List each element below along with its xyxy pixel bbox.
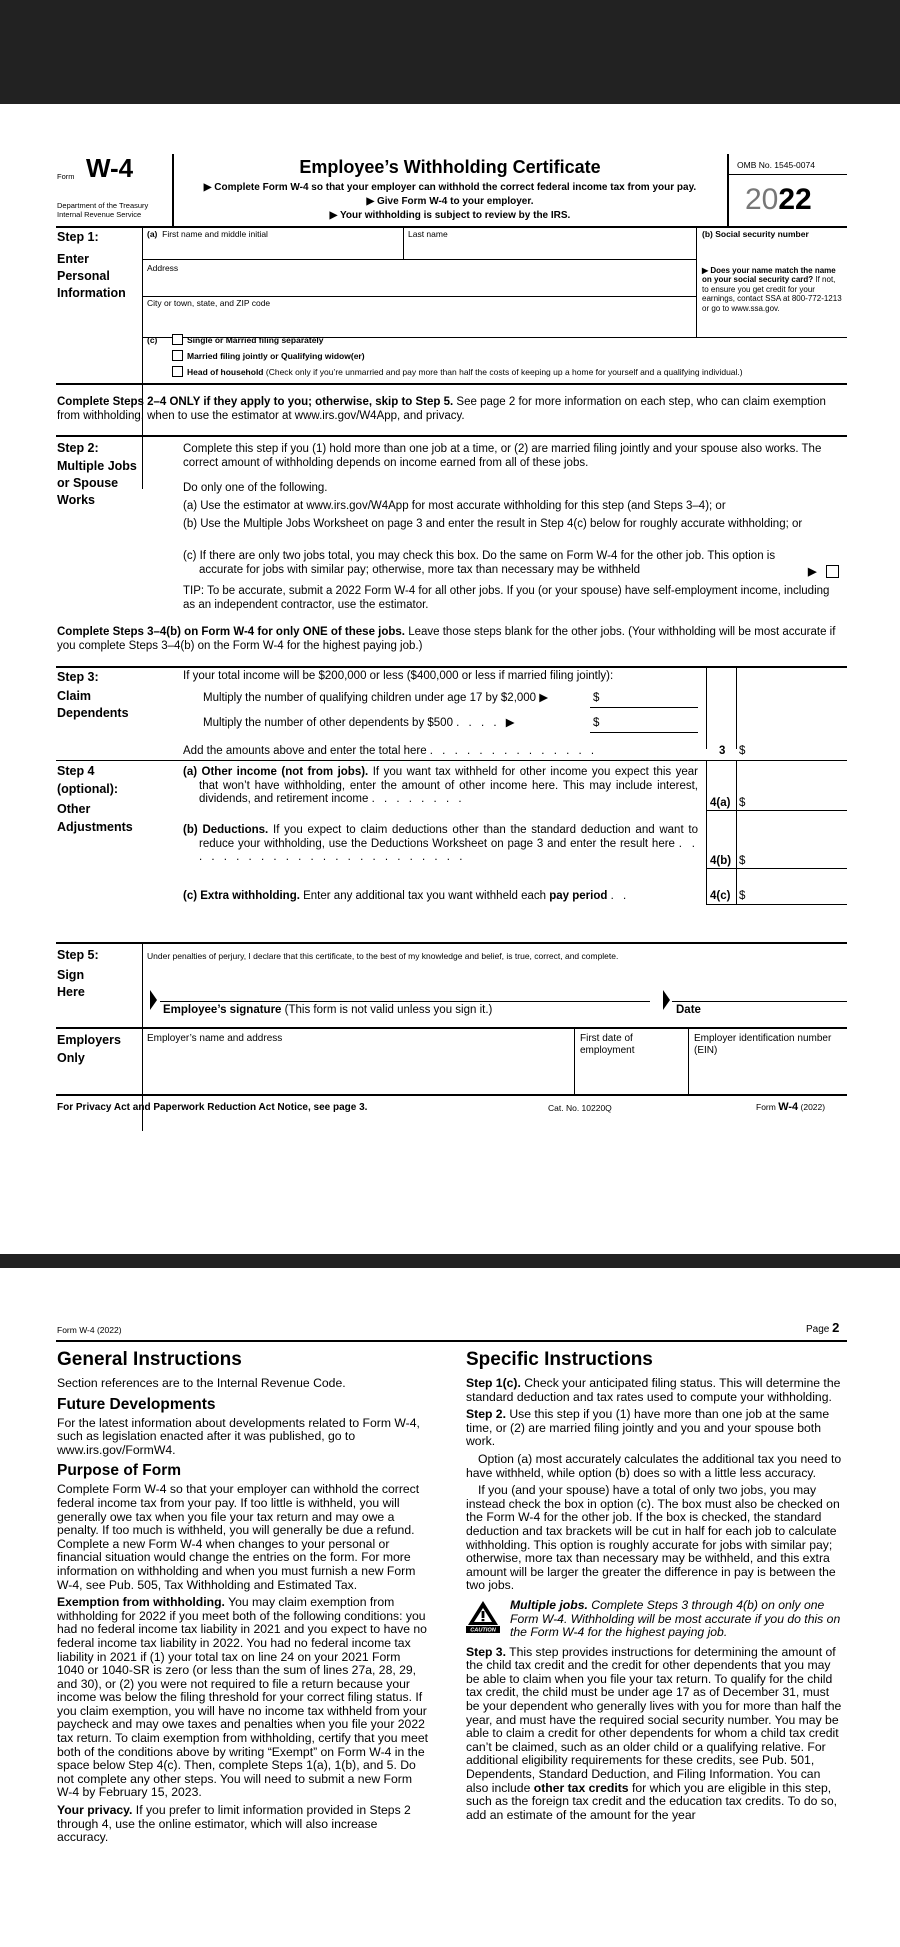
step2-option-b: (b) Use the Multiple Jobs Worksheet on page 3 and enter the result in Step 4(c) below for roughly accurate withholding; or [183,518,803,530]
step1-title-1: Enter [57,252,89,266]
checkbox-two-jobs[interactable] [826,565,839,578]
form-name: W-4 [86,153,134,183]
step5-title-1: Sign [57,968,85,982]
page2-header-page: Page 2 [806,1320,840,1335]
step2-arrow: ▶ [808,566,817,578]
catalog-number: Cat. No. 10220Q [548,1103,612,1113]
step2-intro: Complete this step if you (1) hold more than one job at a time, or (2) are married filing jointly and your spouse also works. The correct amount of withholding depends on income earned from all of these jobs. [183,443,822,469]
filing-status-married[interactable]: Married filing jointly or Qualifying widow(er) [172,350,365,361]
omb-number: OMB No. 1545-0074 [737,160,815,170]
children-amount-input[interactable] [590,707,698,708]
step2-options-text: Option (a) most accurately calculates the additional tax you need to have withheld, while option (b) does so with a little less accuracy. [466,1451,842,1480]
privacy-text: Your privacy. If you prefer to limit information provided in Steps 2 through 4, use the online estimator, which will also increase accuracy. [57,1803,411,1845]
step2-option-a: (a) Use the estimator at www.irs.gov/W4App for most accurate withholding for this step (and Steps 3–4); or [183,500,726,512]
dept-text: Department of the Treasury [57,201,149,210]
step3-label: Step 3: [57,670,99,684]
caution-icon [466,1599,500,1633]
step2-two-jobs-text: If you (and your spouse) have a total of only two jobs, you may instead check the box in option (c). The box must also be checked on the Form W-4 for the other job. If the box is checked, the standard deduction and tax brackets will be cut in half for each job to calculate withholding. This option is roughly accurate for jobs with similar pay; otherwise, more tax than necessary may be withheld, and this extra amount will be larger the greater the difference in pay is between the two jobs. [466,1483,840,1593]
line-3-dollar[interactable]: $ [739,745,746,757]
line-4a-dollar[interactable]: $ [739,797,746,809]
last-name-field[interactable]: Last name [408,229,448,239]
other-dollar: $ [593,717,600,729]
filing-status-hoh[interactable]: Head of household (Check only if you’re unmarried and pay more than half the costs of keeping up a home for yourself and a qualifying individual.) [172,366,743,377]
privacy-notice: For Privacy Act and Paperwork Reduction Act Notice, see page 3. [57,1102,368,1113]
other-amount-input[interactable] [590,732,698,733]
step2-title-1: Multiple Jobs [57,459,137,473]
multiple-jobs-caution: CAUTION Multiple jobs. Complete Steps 3 through 4(b) on only one Form W-4. Withholding will be most accurate if you do this on the Form W-4 for the highest paying job. [466,1599,846,1640]
ein-field[interactable]: Employer identification number (EIN) [694,1033,832,1056]
step3-title-1: Claim [57,689,92,703]
children-dollar: $ [593,692,600,704]
form-page-1 [0,104,900,1254]
step1-title-2: Personal [57,269,110,283]
employers-title-2: Only [57,1051,85,1065]
step2-tip: TIP: To be accurate, submit a 2022 Form W-4 for all other jobs. If you (or your spouse) have self-employment income, including as an independent contractor, use the estimator. [183,585,830,611]
ssn-note: ▶ Does your name match the name on your social security card? If not, to ensure you get credit for your earnings, contact SSA at 800-772-1213 or go to www.ssa.gov. [702,266,842,313]
filing-status-tag: (c) [147,335,158,345]
line-3-number: 3 [719,745,726,757]
perjury-statement: Under penalties of perjury, I declare that this certificate, to the best of my knowledge and belief, is true, correct, and complete. [147,951,619,961]
purpose-text: Complete Form W-4 so that your employer can withhold the correct federal income tax from your pay. If too little is withheld, you will generally owe tax when you file your tax return and may owe a penalty. If too much is withheld, you will generally be due a refund. Complete a new Form W-4 when changes to your personal or financial situation would change the entries on the form. For more information on withholding and when you must furnish a new Form W-4, see Pub. 505, Tax Withholding and Estimated Tax. [57,1482,420,1592]
date-arrow-icon [663,990,670,1010]
step4-title-2: Other [57,802,91,816]
step4-label: Step 4 [57,764,95,778]
line-4b-dollar[interactable]: $ [739,855,746,867]
date-label: Date [676,1004,701,1016]
page2-header-form: Form W-4 (2022) [57,1325,122,1335]
step4b-text: (b) Deductions. If you expect to claim deductions other than the standard deduction and want to reduce your withholding, use the Deductions Worksheet on page 3 and enter the result here . . . . . . . . . . . . . . . . . . . . . . . . [183,824,698,863]
step4c-text: (c) Extra withholding. Enter any additional tax you want withheld each pay period . . [183,890,630,902]
subtitle-1: ▶ Complete Form W-4 so that your employer can withhold the correct federal income tax from your pay. [203,182,697,193]
subtitle-2: ▶ Give Form W-4 to your employer. [366,196,534,207]
checkbox-single[interactable] [172,334,183,345]
step2-label: Step 2: [57,441,99,455]
signature-label: Employee’s signature (This form is not valid unless you sign it.) [163,1004,493,1016]
signature-line[interactable] [160,1001,650,1002]
step1c-instructions: Step 1(c). Check your anticipated filing status. This will determine the standard deduction and tax rates used to compute your withholding. [466,1376,841,1404]
line-4a-number: 4(a) [710,797,731,809]
form-title: Employee’s Withholding Certificate [299,157,601,177]
step4-title-3: Adjustments [57,820,133,834]
date-line[interactable] [672,1001,847,1002]
step2-option-c: (c) If there are only two jobs total, you may check this box. Do the same on Form W-4 for the other job. This option is accurate for jobs with similar pay; otherwise, more tax than necessary may be withheld [183,550,776,576]
step2-do-only: Do only one of the following. [183,482,328,494]
step3-line-children: Multiply the number of qualifying children under age 17 by $2,000 ▶ [203,692,549,704]
first-date-field[interactable]: First date of employment [580,1033,635,1056]
step2-instructions: Step 2. Use this step if you (1) have more than one job at the same time, or (2) are married filing jointly and you and your spouse both work. [466,1407,830,1449]
line-4c-dollar[interactable]: $ [739,890,746,902]
line-4c-number: 4(c) [710,890,731,902]
step2-title-3: Works [57,493,95,507]
steps-2-4-note: Complete Steps 2–4 ONLY if they apply to you; otherwise, skip to Step 5. See page 2 for more information on each step, who can claim exemption from withholding, when to use the estimator at www.irs.gov/W4App, and privacy. [57,396,826,422]
step3-title-2: Dependents [57,706,129,720]
first-name-field[interactable]: (a) First name and middle initial [147,229,268,239]
employer-name-field[interactable]: Employer’s name and address [147,1033,283,1044]
irs-text: Internal Revenue Service [57,210,142,219]
future-developments-title: Future Developments [57,1395,216,1413]
purpose-title: Purpose of Form [57,1462,182,1480]
step1-label: Step 1: [57,230,99,244]
caution-label: CAUTION [470,1627,496,1633]
steps-3-4b-note: Complete Steps 3–4(b) on Form W-4 for only ONE of these jobs. Leave those steps blank for the other jobs. (Your withholding will be most accurate if you complete Steps 3–4(b) on the Form W-4 for the highest paying job.) [57,626,836,652]
form-page-2 [0,1268,900,1947]
general-intro: Section references are to the Internal Revenue Code. [57,1376,346,1390]
filing-status-single[interactable]: Single or Married filing separately [172,334,324,345]
step2-title-2: or Spouse [57,476,119,490]
right-column [466,1348,846,1826]
line-4b-number: 4(b) [710,855,732,867]
signature-arrow-icon [150,990,157,1010]
step4-title-1: (optional): [57,782,119,796]
tax-year: 2022 [745,183,812,216]
step5-label: Step 5: [57,948,99,962]
subtitle-3: ▶ Your withholding is subject to review by the IRS. [329,210,571,221]
step3-intro: If your total income will be $200,000 or less ($400,000 or less if married filing jointly): [183,670,614,682]
step3-instructions: Step 3. This step provides instructions for determining the amount of the child tax credit and the credit for other dependents that you may be able to claim when you file your tax return. To qualify for the child tax credit, the child must be under age 17 as of December 31, must be your dependent who generally lives with you for more than half the year, and must have the required social security number. You may be able to claim a credit for other dependents for whom a child tax credit can’t be claimed, such as an older child or a qualifying relative. For additional eligibility requirements for these credits, see Pub. 501, Dependents, Standard Deduction, and Filing Information. You can also include other tax credits for which you are eligible in this step, such as the foreign tax credit and the education tax credits. To do so, add an estimate of the amount for the year [466,1644,842,1822]
step3-line-other: Multiply the number of other dependents by $500 . . . . ▶ [203,717,518,729]
form-label: Form [57,172,75,181]
checkbox-head-of-household[interactable] [172,366,183,377]
future-developments-text: For the latest information about developments related to Form W-4, such as legislation enacted after it was published, go to www.irs.gov/FormW4. [57,1415,420,1457]
footer-form-id: Form W-4 (2022) [756,1101,826,1113]
step5-title-2: Here [57,985,85,999]
employers-title-1: Employers [57,1033,121,1047]
step4a-text: (a) Other income (not from jobs). If you want tax withheld for other income you expect this year that won’t have withholding, enter the amount of other income here. This may include interest, dividends, and retirement income . . . . . . . . [183,766,698,805]
specific-instructions-title: Specific Instructions [466,1349,653,1370]
city-state-zip-field[interactable]: City or town, state, and ZIP code [147,298,271,308]
ssn-field[interactable]: (b) Social security number [702,229,809,239]
checkbox-married[interactable] [172,350,183,361]
viewer-top-bar [0,0,900,104]
step3-total-line: Add the amounts above and enter the total here . . . . . . . . . . . . . . [183,745,598,757]
step1-title-3: Information [57,286,126,300]
left-column [57,1348,429,1849]
general-instructions-title: General Instructions [57,1349,242,1370]
address-field[interactable]: Address [147,263,179,273]
exemption-text: Exemption from withholding. You may claim exemption from withholding for 2022 if you meet both of the following conditions: you had no federal income tax liability in 2021 and you expect to have no federal income tax liability in 2022. You had no federal income tax liability in 2021 if (1) your total tax on line 24 on your 2021 Form 1040 or 1040-SR is zero (or less than the sum of lines 27a, 28, 29, and 30), or (2) you were not required to file a return because your income was below the filing threshold for your correct filing status. If you claim exemption, you will have no income tax withheld from your paycheck and may owe taxes and penalties when you file your 2022 tax return. To claim exemption from withholding, certify that you meet both of the conditions above by writing “Exempt” on Form W-4 in the space below Step 4(c). Then, complete Steps 1(a), 1(b), and 5. Do not complete any other steps. You will need to submit a new Form W-4 by February 15, 2023. [57,1595,428,1800]
